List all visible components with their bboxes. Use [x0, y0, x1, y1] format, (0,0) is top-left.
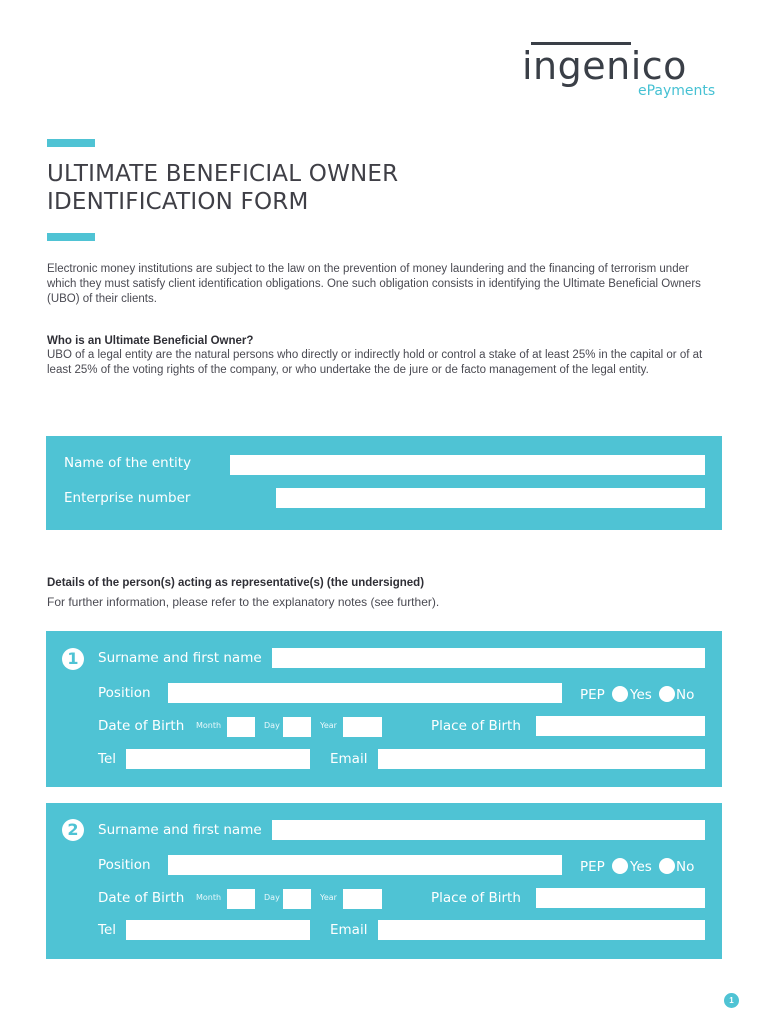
person-2-month-label: Month: [196, 893, 222, 902]
logo-subtitle: ePayments: [638, 83, 716, 99]
page-number-badge: 1: [724, 993, 739, 1008]
person-2-pep-no-label: No: [676, 859, 695, 875]
person-1-year-input[interactable]: [343, 717, 382, 737]
person-1-position-label: Position: [98, 685, 151, 701]
person-2-position-label: Position: [98, 857, 151, 873]
person-2-pep-no-radio[interactable]: [659, 858, 675, 874]
intro-paragraph: Electronic money institutions are subject to the law on the prevention of money laundering and the financing of terrorism under which they must satisfy client identification obligations. One such obligation consists in identifying the Ultimate Beneficial Owners (UBO) of their clients.: [47, 263, 701, 305]
enterprise-number-label: Enterprise number: [64, 490, 191, 506]
person-1-day-label: Day: [264, 721, 280, 730]
entity-panel: [46, 436, 722, 530]
person-1-surname-label: Surname and first name: [98, 650, 262, 666]
title-accent-bottom: [47, 233, 95, 241]
title-line-1: ULTIMATE BENEFICIAL OWNER: [47, 161, 399, 187]
person-1-pep-label: PEP: [580, 687, 605, 703]
person-2-pep-yes-radio[interactable]: [612, 858, 628, 874]
person-2-tel-label: Tel: [98, 922, 117, 938]
person-2-pep-yes-label: Yes: [630, 859, 652, 875]
ubo-heading: Who is an Ultimate Beneficial Owner?: [47, 335, 254, 347]
person-2-surname-label: Surname and first name: [98, 822, 262, 838]
person-1-position-input[interactable]: [168, 683, 562, 703]
person-1-email-label: Email: [330, 751, 368, 767]
entity-name-input[interactable]: [230, 455, 705, 475]
person-1-month-input[interactable]: [227, 717, 255, 737]
representatives-heading: Details of the person(s) acting as representative(s) (the undersigned): [47, 577, 425, 589]
entity-name-label: Name of the entity: [64, 455, 192, 471]
person-1-year-label: Year: [320, 721, 337, 730]
person-2-dob-label: Date of Birth: [98, 890, 185, 906]
representatives-subtext: For further information, please refer to the explanatory notes (see further).: [47, 595, 440, 609]
person-1-pob-input[interactable]: [536, 716, 705, 736]
person-2-number-badge: 2: [62, 819, 84, 841]
person-2-day-label: Day: [264, 893, 280, 902]
person-1-pep-no-label: No: [676, 687, 695, 703]
ubo-definition: UBO of a legal entity are the natural persons who directly or indirectly hold or control a stake of at least 25% in the capital or of at least 25% of the voting rights of the company, or who undertake the de jure or de facto management of the legal entity.: [47, 349, 703, 376]
person-2-surname-input[interactable]: [272, 820, 705, 840]
person-2-year-label: Year: [320, 893, 337, 902]
page-title: [47, 160, 398, 216]
person-1-surname-input[interactable]: [272, 648, 705, 668]
person-1-month-label: Month: [196, 721, 222, 730]
person-2-tel-input[interactable]: [126, 920, 310, 940]
person-2-email-input[interactable]: [378, 920, 705, 940]
person-1-number-badge: 1: [62, 648, 84, 670]
person-2-month-input[interactable]: [227, 889, 255, 909]
person-1-tel-label: Tel: [98, 751, 117, 767]
person-1-pep-no-radio[interactable]: [659, 686, 675, 702]
logo: ingenico: [522, 44, 687, 88]
person-1-dob-label: Date of Birth: [98, 718, 185, 734]
title-accent-top: [47, 139, 95, 147]
person-2-pep-label: PEP: [580, 859, 605, 875]
person-1-pob-label: Place of Birth: [431, 718, 521, 734]
person-1-pep-yes-label: Yes: [630, 687, 652, 703]
person-1-tel-input[interactable]: [126, 749, 310, 769]
person-2-year-input[interactable]: [343, 889, 382, 909]
enterprise-number-input[interactable]: [276, 488, 705, 508]
person-1-pep-yes-radio[interactable]: [612, 686, 628, 702]
person-2-pob-input[interactable]: [536, 888, 705, 908]
person-1-day-input[interactable]: [283, 717, 311, 737]
person-2-pob-label: Place of Birth: [431, 890, 521, 906]
person-1-email-input[interactable]: [378, 749, 705, 769]
person-2-email-label: Email: [330, 922, 368, 938]
person-2-day-input[interactable]: [283, 889, 311, 909]
title-line-2: IDENTIFICATION FORM: [47, 189, 309, 215]
person-2-position-input[interactable]: [168, 855, 562, 875]
